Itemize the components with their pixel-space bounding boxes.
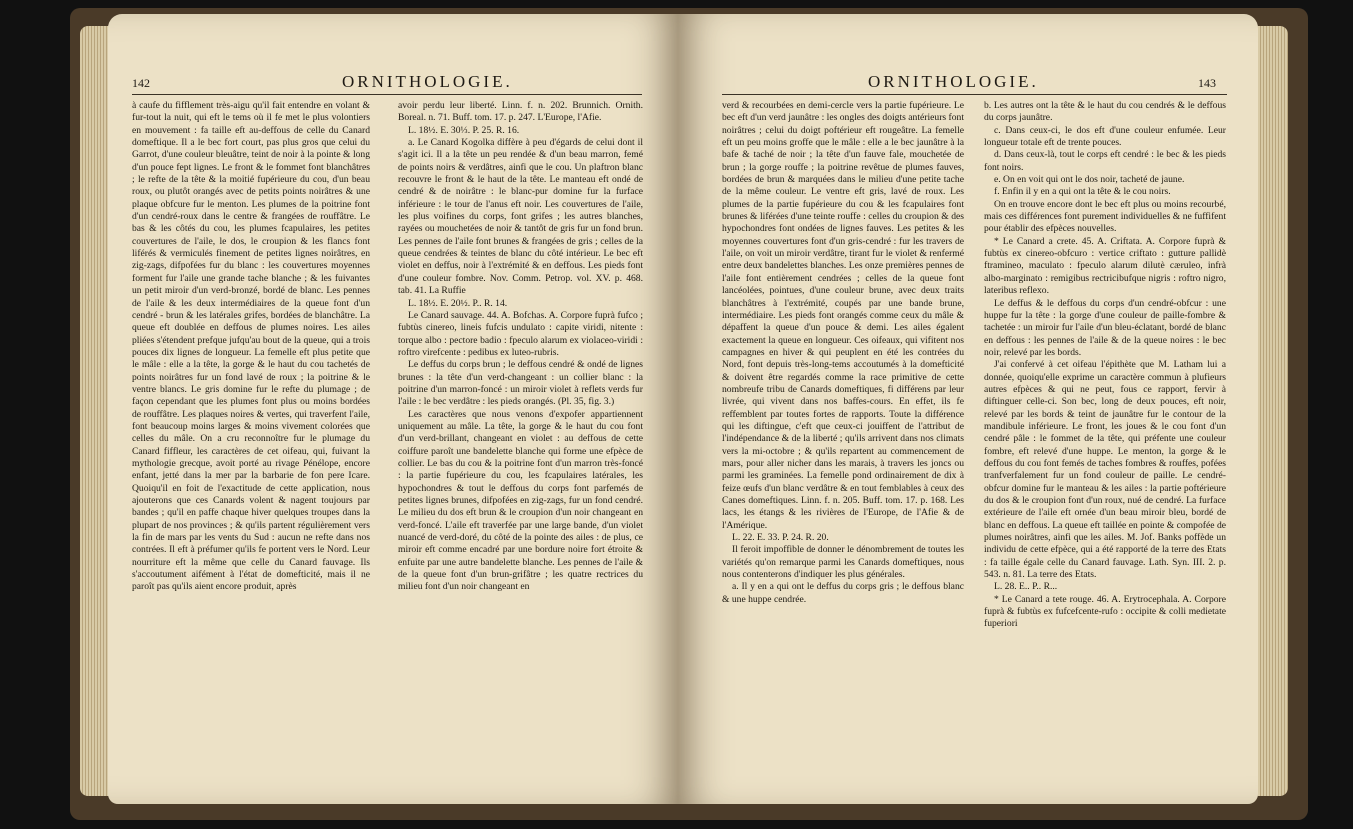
paragraph: L. 18½. E. 30⅓. P. 25. R. 16.: [408, 124, 520, 136]
paragraph: J'ai confervé à cet oifeau l'épithète que M. Latham lui a donnée, quoiqu'elle exprime un caractère commun à plufieurs autres efpèces & qui ne peut, fous ce rapport, fervir à diftinguer celle-ci. Son bec, long de deux pouces, eft noir, relevé par les bords & teint de jaunâtre fur le contour de la mandibule inférieure. Le front, les joues & le cou font d'un cendré pâle : le fommet de la tête, qui préfente une couleur fombre, eft relevé d'une huppe. Le menton, la gorge & le deffous du cou font femés de taches fombres & rouffes, pofées tranfverfalement fur un fond couleur de paille. Le cendré-obfcur domine fur le manteau & les ailes : la partie poftérieure du dos & le croupion font d'un roux, nué de cendré. La furface extérieure de l'aile eft ornée d'un beau miroir bleu, bordé de blanc en deffous. La queue eft taillée en pointe & compofée de plumes noirâtres, ainfi que les ailes. M. Jof. Banks poffède un individu de cette efpèce, qui a été rapporté de la terre des Etats : fa taille égale celle du Canard fauvage. Lath. Syn. III. 2. p. 543. n. 81. La terre des Etats.: [984, 359, 1226, 581]
paragraph: c. Dans ceux-ci, le dos eft d'une couleur enfumée. Leur longueur totale eft de trente pouces.: [984, 124, 1226, 149]
paragraph: verd & recourbées en demi-cercle vers la partie fupérieure. Le bec eft d'un verd jaunâtre : les ongles des doigts antérieurs font noirâtres ; celui du doigt poftérieur eft rougeâtre. La femelle eft un peu moins groffe que le mâle : elle a le bec jaunâtre à la bafe & taché de noir ; la tête d'un fauve fale, mouchetée de brun ; la gorge rouffe ; la poitrine revêtue de plumes fauves, bordées de brun & marquées dans le milieu d'une petite tache de la même couleur. Le ventre eft gris, lavé de roux. Les plumes de la partie fupérieure du cou & les fcapulaires font brunes & liférées d'une teinte rouffe : celles du croupion & des hypochondres font ondées de lignes fauves. Les petites & les moyennes couvertures font d'un gris-cendré : fur les travers de l'aile, on voit un miroir verdâtre, tirant fur le violet & renfermé entre deux bandelettes blanches. Les onze premières pennes de l'aile font entièrement cendrées ; celles de la queue font lancéolées, pointues, d'une couleur brune, avec deux traits blanchâtres à l'extrémité, coupés par une bande brune, intermédiaire. Les pieds font orangés comme ceux du mâle & dépaffent la queue d'un pouce & demi. Les ailes égalent exactement la queue en longueur. Ces oifeaux, qui vifitent nos campagnes en hiver & qui peuplent en été les contrées du Nord, font depuis très-long-tems accoutumés à la domefticité & doivent être regardés comme la race primitive de cette nombreufe tribu de Canards domeftiques, fi différens par leur livrée, qui vivent dans nos baffes-cours. En effet, ils fe reffemblent par toutes fortes de rapports. Toute la différence qui les diftingue, c'eft que ceux-ci jouiffent de l'attribut de l'indépendance & de la liberté ; qu'ils arrivent dans nos climats vers la mi-octobre ; & qu'ils repartent au commencement de mars, pour aller nicher dans les marais, à travers les joncs ou parmi les graminées. La femelle pond ordinairement de dix à feize œufs d'un blanc verdâtre & en tout femblables à ceux des Canes domeftiques. Linn. f. n. 205. Buff. tom. 17. p. 168. Les lacs, les étangs & les rivières de l'Europe, de l'Afie & de l'Amérique.: [722, 100, 964, 531]
paragraph: e. On en voit qui ont le dos noir, tacheté de jaune.: [994, 174, 1185, 186]
right-column-2: [984, 100, 1226, 631]
paragraph: d. Dans ceux-là, tout le corps eft cendré : le bec & les pieds font noirs.: [984, 149, 1226, 173]
paragraph: Le Canard sauvage. 44. A. Bofchas. A. Corpore fuprà fufco ; fubtùs cinereo, lineis fufcis undulato : capite viridi, nitente : torque albo : pectore badio : fpeculo alarum ex violaceo-viridi : roftro virefcente : pedibus ex luteo-rubris.: [398, 309, 643, 358]
paragraph: * Le Canard a crete. 45. A. Criftata. A. Corpore fuprà & fubtùs ex cinereo-obfcuro : vertice criftato : gutture pallidè ftramineo, maculato : fpeculo alarum dilutè cæruleo, infrà albo-marginato : remigibus rectricibufque nigris : roftro nigro, lateribus reflexo.: [984, 235, 1226, 297]
paragraph: à caufe du fifflement très-aigu qu'il fait entendre en volant & fur-tout la nuit, qui eft le tems où il fe met le plus volontiers en mouvement : fa taille eft au-deffous de celle du Canard domeftique. Il a le bec fort court, pas plus gros que celui du Garrot, d'une couleur bleuâtre, teint de noir à la pointe & long d'un pouce fept lignes. Le front & le fommet font blanchâtres ; le refte de la tête & la moitié fupérieure du cou, d'un beau roux, ou plutôt orangés avec de petits points noirâtres & une plaque obfcure fur le menton. Les plumes de la poitrine font d'un cendré-roux dans le centre & frangées de rouffâtre. Le bas & les côtés du cou, les plumes fcapulaires, les petites couvertures de l'aile, le dos, le croupion & les flancs font liférés & vermiculés finement de petites lignes noirâtres, en zig-zags, difpofées fur du blanc : les couvertures moyennes forment fur l'aile une grande tache blanche ; & les fuivantes un petit miroir d'un verd-bronzé, bordé de blanc. Les pennes de l'aile & les deux intermédiaires de la queue font d'un cendré - brun & les latérales grifes, bordées de blanchâtre. La queue eft doublée en deffous de plumes noires. Les ailes pliées s'étendent prefque jufqu'au bout de la queue, qui a trois pouces dix lignes de longueur. La femelle eft plus petite que le mâle : elle a la tête, la gorge & le haut du cou tachetés de points noirâtres fur un fond lavé de roux ; la poitrine & le ventre blancs. Le gris domine fur le refte du plumage ; de façon cependant que les plumes font plus ou moins bordées de rouffâtre. Les plaques noires & vertes, qui traverfent l'aile, font beaucoup moins larges & moins vivement colorées que celles du mâle. On a cru reconnoître fur le plumage du Canard fiffleur, les caractères de cet oifeau, qui, fuivant la mythologie grecque, avoit porté au rivage Pénélope, encore enfant, jetté dans la mer par la barbarie de fon pere Icare. Quoiqu'il en foit de l'exactitude de cette application, nous ajouterons que ces Canards volent & nagent toujours par bandes ; qu'il en paffe chaque hiver quelques troupes dans la plupart de nos provinces ; & qu'ils partent régulièrement vers la fin de mars par les vents du Sud : aucun ne refte dans nos contrées. Il eft à préfumer qu'ils fe portent vers le Nord. Leur nourriture eft la même que celle du Canard fauvage. Ils s'accoutument aifément à l'état de domefticité, mais il ne paroît pas qu'ils aient encore produit, après: [132, 100, 370, 593]
running-head: ORNITHOLOGIE.: [868, 72, 1039, 91]
paragraph: Le deffus du corps brun ; le deffous cendré & ondé de lignes brunes : la tête d'un verd-changeant : un collier blanc : la poitrine d'un marron-foncé : un miroir violet à reflets verds fur l'aile : le bec verdâtre : les pieds orangés. (Pl. 35, fig. 3.): [398, 359, 643, 408]
paragraph: Il feroit impoffible de donner le dénombrement de toutes les variétés qu'on remarque parmi les Canards domeftiques, nous nous contenterons d'indiquer les plus générales.: [722, 544, 964, 581]
paragraph: * Le Canard a tete rouge. 46. A. Erytrocephala. A. Corpore fuprà & fubtùs ex fufcefcente-rufo : occipite & colli medietate fuperiori: [984, 593, 1226, 630]
paragraph: L. 28. E.. P.. R...: [994, 581, 1058, 593]
header-rule: [722, 94, 1227, 95]
right-page: [678, 14, 1258, 804]
paragraph: L. 18½. E. 20½. P.. R. 14.: [408, 297, 508, 309]
paragraph: a. Il y en a qui ont le deffus du corps gris ; le deffous blanc & une huppe cendrée.: [722, 581, 964, 605]
page-number: 142: [132, 76, 150, 90]
paragraph: avoir perdu leur liberté. Linn. f. n. 202. Brunnich. Ornith. Boreal. n. 71. Buff. tom. 17. p. 247. L'Europe, l'Afie.: [398, 100, 643, 124]
paragraph: Le deffus & le deffous du corps d'un cendré-obfcur : une huppe fur la tête : la gorge d'une couleur de paille-fombre & tachetée : un miroir fur l'aile d'un bleu-éclatant, bordé de blanc en deffous : les pennes de l'aile & de la queue noires : le bec noir, relevé par les bords.: [984, 297, 1226, 358]
paragraph: On en trouve encore dont le bec eft plus ou moins recourbé, mais ces différences font purement individuelles & ne fuffifent pour établir des efpèces nouvelles.: [984, 198, 1226, 235]
running-head: ORNITHOLOGIE.: [342, 72, 513, 91]
left-page: [108, 14, 678, 804]
paragraph: Les caractères que nous venons d'expofer appartiennent uniquement au mâle. La tête, la gorge & le haut du cou font d'un verd-brillant, changeant en violet : au deffous de cette coiffure paroît une bandelette blanche qui forme une efpèce de collier. Le bas du cou & la poitrine font d'un marron très-foncé : la partie fupérieure du cou, les fcapulaires latérales, les hypochondres & tout le deffous du corps font parfemés de petites lignes brunes, difpofées en zig-zags, fur un fond cendré. Le milieu du dos eft brun & le croupion d'un noir changeant en verd-foncé. L'aile eft traverfée par une large bande, d'un violet nuancé de verd-doré, du côté de la pointe des ailes : de plus, ce miroir eft comme encadré par une bordure noire fort étroite & enfuite par une autre bandelette blanche. Les pennes de l'aile & de la queue font d'un brun-grifâtre ; les quatre rectrices du milieu font d'un noir changeant en: [398, 408, 643, 593]
right-column-1: [722, 100, 964, 606]
left-column-2: [398, 100, 643, 594]
paragraph: f. Enfin il y en a qui ont la tête & le cou noirs.: [994, 186, 1171, 198]
paragraph: L. 22. E. 33. P. 24. R. 20.: [732, 532, 829, 544]
paragraph: b. Les autres ont la tête & le haut du cou cendrés & le deffous du corps jaunâtre.: [984, 100, 1226, 124]
page-number: 143: [1198, 76, 1216, 90]
left-column-1: [132, 100, 370, 594]
paragraph: a. Le Canard Kogolka diffère à peu d'égards de celui dont il s'agit ici. Il a la tête un peu rendée & d'un beau marron, femé de points noirs & verdâtres, ainfi que le cou. Un plaftron blanc recouvre le front & le haut de la tête. Le manteau eft ondé de cendré & de noirâtre : le blanc-pur domine fur la furface inférieure : le tour de l'anus eft noir. Les couvertures de l'aile, les plus voifines du corps, font grifes ; les autres blanches, rayées ou mouchetées de noir & tantôt de gris fur un fond brun. Les pennes de l'aile font brunes & frangées de gris ; celles de la queue cendrées & teintes de blanc du côté intérieur. Le bec eft violet en deffus, noir à l'extrémité & en deffous. Les pieds font d'une couleur fombre. Nov. Comm. Petrop. vol. XV. p. 468. tab. 41. La Ruffie: [398, 137, 643, 297]
header-rule: [132, 94, 642, 95]
